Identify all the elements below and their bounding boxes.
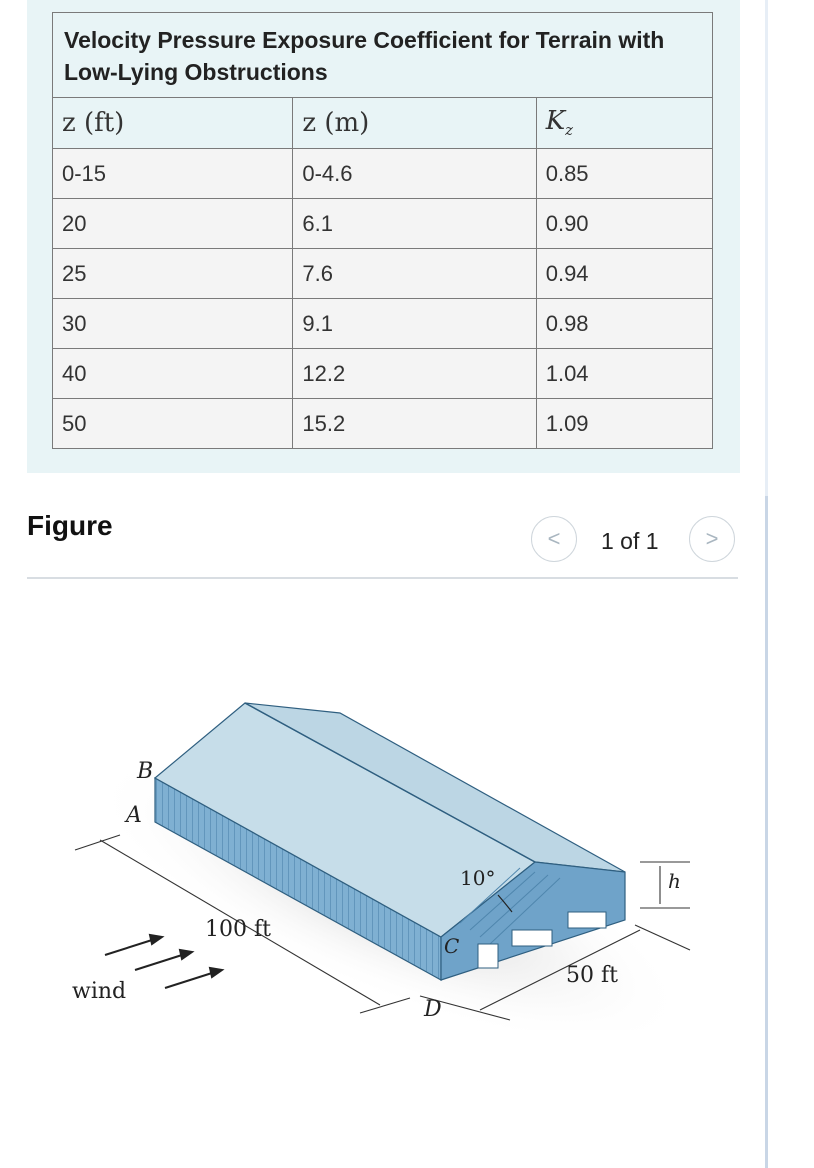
label-b: B xyxy=(137,759,154,784)
label-width: 50 ft xyxy=(566,963,618,988)
label-a: A xyxy=(126,803,142,828)
cell-ft: 0-15 xyxy=(53,149,293,199)
figure-page-count: 1 of 1 xyxy=(601,528,659,554)
scroll-rail-top[interactable] xyxy=(765,0,768,496)
cell-kz: 1.09 xyxy=(536,399,712,449)
cell-kz: 1.04 xyxy=(536,349,712,399)
table-row xyxy=(53,199,713,249)
cell-m: 7.6 xyxy=(293,249,536,299)
next-figure-button[interactable] xyxy=(689,516,735,562)
cell-ft: 20 xyxy=(53,199,293,249)
table-caption: Velocity Pressure Exposure Coefficient for Terrain with Low-Lying Obstructions xyxy=(53,13,713,98)
door xyxy=(478,944,498,968)
figure-divider xyxy=(27,577,738,579)
figure-pager xyxy=(531,516,741,564)
chevron-left-icon: < xyxy=(547,526,561,551)
chevron-right-icon: > xyxy=(705,526,719,551)
cell-kz: 0.85 xyxy=(536,149,712,199)
header-kz-sub: z xyxy=(565,121,574,140)
label-length: 100 ft xyxy=(205,917,271,942)
cell-ft: 25 xyxy=(53,249,293,299)
cell-kz: 0.94 xyxy=(536,249,712,299)
cell-kz: 0.90 xyxy=(536,199,712,249)
window xyxy=(568,912,606,928)
table-row xyxy=(53,249,713,299)
table-row xyxy=(53,349,713,399)
table-row xyxy=(53,299,713,349)
header-kz xyxy=(536,98,712,149)
header-z-m: z (m) xyxy=(293,98,536,149)
cell-m: 9.1 xyxy=(293,299,536,349)
header-z-ft: z (ft) xyxy=(53,98,293,149)
building-figure xyxy=(60,690,720,1030)
cell-m: 12.2 xyxy=(293,349,536,399)
cell-ft: 30 xyxy=(53,299,293,349)
kz-table xyxy=(52,12,713,449)
table-row xyxy=(53,399,713,449)
label-angle: 10° xyxy=(460,866,496,890)
figure-title: Figure xyxy=(27,510,113,541)
cell-kz: 0.98 xyxy=(536,299,712,349)
cell-ft: 40 xyxy=(53,349,293,399)
label-wind: wind xyxy=(72,979,127,1004)
table-row xyxy=(53,149,713,199)
cell-m: 15.2 xyxy=(293,399,536,449)
previous-figure-button[interactable] xyxy=(531,516,577,562)
cell-ft: 50 xyxy=(53,399,293,449)
table-header-row xyxy=(53,98,713,149)
label-d: D xyxy=(424,997,442,1022)
window xyxy=(512,930,552,946)
label-h: h xyxy=(668,869,681,893)
cell-m: 6.1 xyxy=(293,199,536,249)
header-kz-main: K xyxy=(545,106,566,137)
label-c: C xyxy=(444,934,460,958)
cell-m: 0-4.6 xyxy=(293,149,536,199)
